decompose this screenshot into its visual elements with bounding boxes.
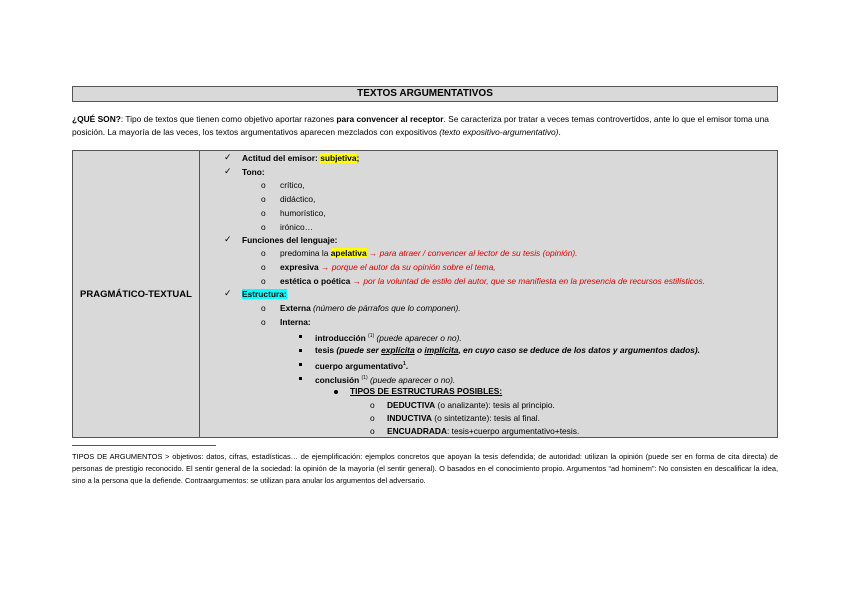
tesis-label: tesis xyxy=(315,345,335,355)
intro-text-3: . xyxy=(558,127,561,137)
arrow-right-icon: → xyxy=(318,262,332,272)
arrow-right-icon: → xyxy=(366,248,380,258)
circle-bullet-icon: o xyxy=(261,248,266,258)
conclusion-label: conclusión xyxy=(315,374,360,385)
cuerpo-label: cuerpo argumentativo xyxy=(315,360,403,371)
conclusion-sup: (1) xyxy=(361,375,368,381)
encuadrada-label: ENCUADRADA xyxy=(387,426,448,436)
category-label: PRAGMÁTICO-TEXTUAL xyxy=(73,151,200,437)
tipos-estructuras-label: TIPOS DE ESTRUCTURAS POSIBLES: xyxy=(350,386,503,396)
circle-bullet-icon: o xyxy=(261,194,266,204)
circle-bullet-icon: o xyxy=(370,426,375,436)
externa-desc: (número de párrafos que lo componen). xyxy=(310,303,461,313)
circle-bullet-icon: o xyxy=(261,222,266,232)
actitud-label: Actitud del emisor: xyxy=(242,153,321,163)
tono-item: crítico, xyxy=(280,180,305,190)
cuerpo-end: . xyxy=(405,360,409,371)
deductiva-desc: (o analizante): tesis al principio. xyxy=(435,400,555,410)
externa-label: Externa xyxy=(280,303,311,313)
tono-label: Tono: xyxy=(242,167,265,177)
encuadrada-desc: : tesis+cuerpo argumentativo+tesis. xyxy=(447,426,580,436)
footnote-text: TIPOS DE ARGUMENTOS > objetivos: datos, cifras, estadísticas… de ejemplificación: ejemplos concretos que apoyan la tesis defendida; de autoridad: utilizan la opinión (puede ser en forma de cita directa) de personas de prestigio reconocido. El sentir general de la sociedad: la opinión de la mayoría (el sentir general). O basados en el conocimiento propio. Argumentos “ad hominem”: No consisten en descalificar la idea, sino a la persona que la defiende. Contraargumentos: se utilizan para anular los argumentos del adversario. xyxy=(72,452,778,485)
estructura-label: Estructura: xyxy=(242,289,287,299)
cuerpo-sup: 1 xyxy=(402,361,406,367)
intro-paragraph xyxy=(72,113,778,139)
circle-bullet-icon: o xyxy=(261,262,266,272)
arrow-right-icon: → xyxy=(350,276,364,286)
round-bullet-icon xyxy=(334,386,338,397)
deductiva-line xyxy=(387,400,555,411)
tono-item: humorístico, xyxy=(280,208,326,218)
f3-red: por la voluntad de estilo del autor, que se manifiesta en la presencia de recursos estilísticos. xyxy=(363,276,706,286)
intro-italic-1: (texto expositivo-argumentativo) xyxy=(439,127,559,137)
tesis-explicita: explícita xyxy=(381,345,415,355)
intro-bold-1: para convencer al receptor xyxy=(336,114,444,124)
checkmark-icon: ✓ xyxy=(224,152,232,162)
funcion-apelativa xyxy=(280,248,577,259)
features-cell xyxy=(200,151,777,437)
actitud-line xyxy=(242,153,359,164)
conclusion-desc: (puede aparecer o no). xyxy=(367,374,456,385)
tesis-line xyxy=(315,345,700,356)
square-bullet-icon xyxy=(299,345,302,356)
square-bullet-icon xyxy=(299,331,302,342)
document-title: TEXTOS ARGUMENTATIVOS xyxy=(72,86,778,102)
conclusion-line xyxy=(315,373,455,386)
tesis-desc-2: , en cuyo caso se deduce de los datos y argumentos dados). xyxy=(458,345,700,355)
intro-text-1: : Tipo de textos que tienen como objetivo aportar razones xyxy=(120,114,337,124)
actitud-value: subjetiva xyxy=(320,153,357,163)
introduccion-desc: (puede aparecer o no). xyxy=(374,332,462,343)
funcion-expresiva xyxy=(280,262,496,273)
intro-text-2: . Se caracteriza por tratar a veces temas controvertidos, ante lo que el emisor toma una posición. La mayoría de las veces, los textos argumentativos aparecen mezclados con expositivos xyxy=(72,114,769,137)
funciones-label: Funciones del lenguaje: xyxy=(242,235,338,245)
tono-item: irónico… xyxy=(280,222,314,232)
circle-bullet-icon: o xyxy=(261,317,266,327)
checkmark-icon: ✓ xyxy=(224,288,232,298)
f1-red: para atraer / convencer al lector de su tesis (opinión). xyxy=(379,248,578,258)
encuadrada-line xyxy=(387,426,579,437)
circle-bullet-icon: o xyxy=(261,303,266,313)
tesis-o: o xyxy=(414,345,425,355)
estructura-line xyxy=(242,289,287,300)
tesis-implicita: implícita xyxy=(424,345,459,355)
inductiva-label: INDUCTIVA xyxy=(387,413,432,423)
square-bullet-icon xyxy=(299,359,302,370)
checkmark-icon: ✓ xyxy=(224,234,232,244)
circle-bullet-icon: o xyxy=(370,400,375,410)
f2-label: expresiva xyxy=(280,262,319,272)
f1-pre: predomina la xyxy=(280,248,331,258)
f1-highlight: apelativa xyxy=(330,248,367,258)
interna-label: Interna: xyxy=(280,317,311,327)
circle-bullet-icon: o xyxy=(261,276,266,286)
inductiva-desc: (o sintetizante): tesis al final. xyxy=(431,413,540,423)
tono-item: didáctico, xyxy=(280,194,316,204)
circle-bullet-icon: o xyxy=(261,180,266,190)
footnote-separator xyxy=(72,445,216,446)
introduccion-line xyxy=(315,331,462,344)
introduccion-label: introducción xyxy=(315,332,366,343)
funcion-estetica xyxy=(280,276,705,287)
features-table xyxy=(72,150,778,438)
introduccion-sup: (1) xyxy=(368,333,375,339)
circle-bullet-icon: o xyxy=(261,208,266,218)
f3-label: estética o poética xyxy=(280,276,351,286)
checkmark-icon: ✓ xyxy=(224,166,232,176)
tesis-desc-1: (puede ser xyxy=(334,345,382,355)
externa-line xyxy=(280,303,461,314)
cuerpo-line xyxy=(315,359,408,372)
deductiva-label: DEDUCTIVA xyxy=(387,400,436,410)
intro-question: ¿QUÉ SON? xyxy=(72,114,121,124)
inductiva-line xyxy=(387,413,540,424)
circle-bullet-icon: o xyxy=(370,413,375,423)
square-bullet-icon xyxy=(299,373,302,384)
actitud-end: ; xyxy=(356,153,360,163)
f2-red: porque el autor da su opinión sobre el tema, xyxy=(331,262,496,272)
